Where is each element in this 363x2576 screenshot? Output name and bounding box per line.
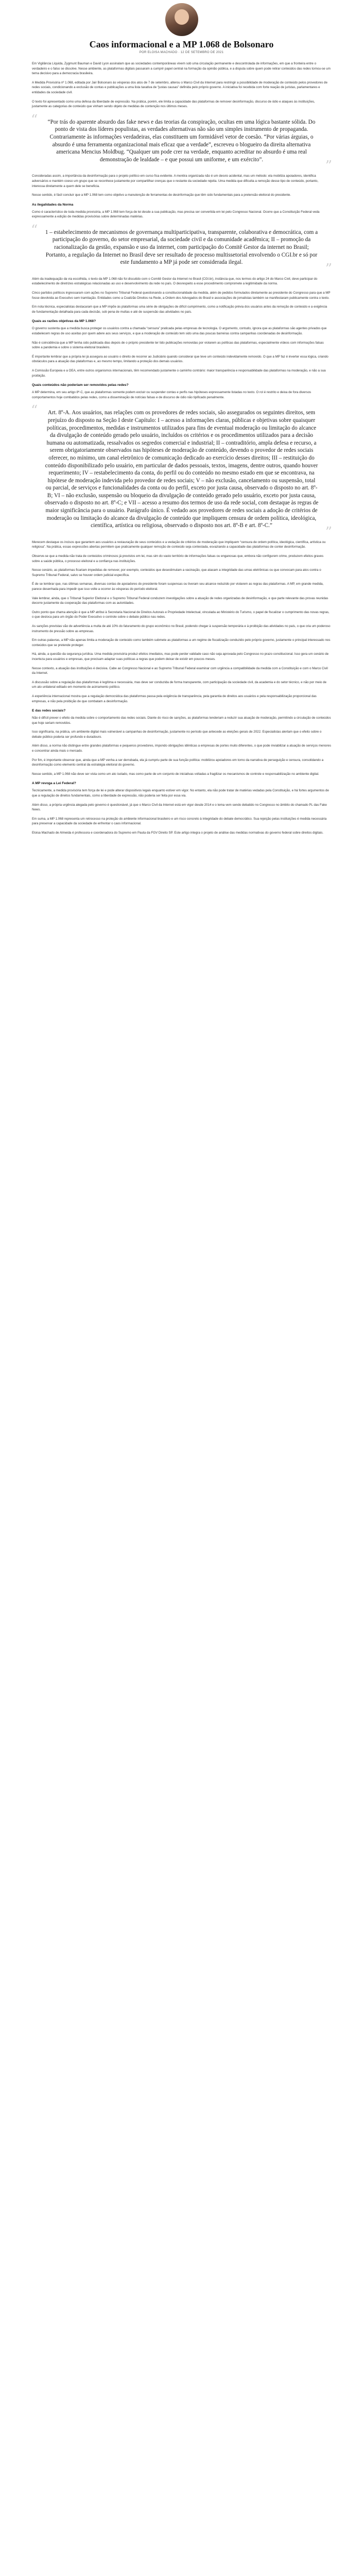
body-paragraph: A Medida Provisória nº 1.068, editada por Jair Bolsonaro às vésperas dos atos de 7 de setembro, alterou o Marco Civil da Internet para restringir a possibilidade de moderação de conteúdo pelos provedores de redes sociais, condicionando a exclusão de contas e publicações a uma lista taxativa de “justas causas” definida pelo próprio governo. A iniciativa foi recebida com forte reação de juristas, parlamentares e entidades da sociedade civil. <box>32 80 327 94</box>
article-page <box>0 0 363 836</box>
body-paragraph: Consideradas assim, a importância da desinformação para o projeto político em curso fica evidente. A mentira organizada não é um desvio acidental, mas um método: ela mobiliza apoiadores, identifica adversários e mantém coeso um grupo que se reconhece justamente por compartilhar crenças que o restante da sociedade rejeita. Uma medida que dificulta a remoção desse tipo de conteúdo, portanto, interessa diretamente a quem dele se beneficia. <box>32 174 319 188</box>
byline-author-link[interactable]: POR ELOISA MACHADO <box>139 51 178 54</box>
section-heading: As ilegalidades da Norma <box>32 202 74 207</box>
section-heading: A MP revoga a Lei Federal? <box>32 782 76 786</box>
body-paragraph: Não é coincidência que a MP tenha sido publicada dias depois de o próprio presidente ter tido publicações removidas por violarem as políticas das plataformas, especialmente vídeos com informações falsas sobre a pandemia e sobre o sistema eleitoral brasileiro. <box>32 341 324 350</box>
body-paragraph: Como é característico de toda medida provisória, a MP 1.068 tem força de lei desde a sua publicação, mas precisa ser convertida em lei pelo Congresso Nacional. Ocorre que a Constituição Federal veda expressamente a edição de medidas provisórias sobre determinadas matérias. <box>32 210 320 219</box>
byline-separator: · <box>177 51 181 54</box>
close-quote-icon: ” <box>325 158 332 174</box>
open-quote-icon: “ <box>31 403 38 419</box>
section-heading: Quais as razões objetivas da MP 1.068? <box>32 319 96 324</box>
body-paragraph: Nesse sentido, é fácil concluir que a MP 1.068 tem como objetivo a manutenção de ferramentas de desinformação que têm sido fundamentais para a pretensão eleitoral do presidente. <box>32 193 291 197</box>
close-quote-icon: ” <box>325 261 332 277</box>
section-heading: E das redes sociais? <box>32 709 66 713</box>
body-paragraph: Em suma, a MP 1.068 representa um retrocesso na proteção do ambiente informacional brasileiro e um risco concreto à integridade do debate democrático. Sua rejeição pelas instituições é medida necessária para preservar a capacidade da sociedade de enfrentar o caos informacional. <box>32 817 327 826</box>
body-paragraph: Não é difícil prever o efeito da medida sobre o comportamento das redes sociais. Diante do risco de sanções, as plataformas tenderiam a reduzir sua atuação de moderação, permitindo a circulação de conteúdos que hoje seriam removidos. <box>32 716 331 725</box>
body-paragraph: Além disso, a própria urgência alegada pelo governo é questionável, já que o Marco Civil da Internet está em vigor desde 2014 e o tema vem sendo debatido no Congresso no âmbito do chamado PL das Fake News. <box>32 803 327 812</box>
byline-date: 12 DE SETEMBRO DE 2021 <box>180 51 224 54</box>
body-paragraph: A discussão sobre a regulação das plataformas é legítima e necessária, mas deve ser conduzida de forma transparente, com participação da sociedade civil, da academia e do setor técnico, e não por meio de um ato unilateral editado em momento de acirramento político. <box>32 680 326 689</box>
body-paragraph: As sanções previstas vão de advertência a multa de até 10% do faturamento do grupo econômico no Brasil, podendo chegar à suspensão temporária e à proibição das atividades no país, o que cria um poderoso instrumento de pressão sobre as empresas. <box>32 624 331 633</box>
body-paragraph: O governo sustenta que a medida busca proteger os usuários contra a chamada “censura” praticada pelas empresas de tecnologia. O argumento, contudo, ignora que as plataformas são agentes privados que estabelecem regras de uso aceitas por quem adere aos seus serviços, e que a moderação de conteúdo tem sido uma das poucas barreiras contra campanhas coordenadas de desinformação. <box>32 327 327 335</box>
close-quote-icon: ” <box>325 524 332 540</box>
body-paragraph: Nesse contexto, a atuação das instituições é decisiva. Cabe ao Congresso Nacional e ao Supremo Tribunal Federal examinar com urgência a compatibilidade da medida com a Constituição e com o Marco Civil da Internet. <box>32 666 328 675</box>
section-heading: Quais conteúdos não poderiam ser removidos pelas redes? <box>32 383 129 387</box>
body-paragraph: Merecem destaque os incisos que garantem aos usuários a restauração de seus conteúdos e a vedação de critérios de moderação que impliquem “censura de ordem política, ideológica, científica, artística ou religiosa”. Na prática, essas expressões abertas permitem que praticamente qualquer remoção de conteúdo seja contestada, esvaziando a capacidade das plataformas de conter desinformação. <box>32 540 326 549</box>
body-paragraph: É importante lembrar que a própria lei já assegura ao usuário o direito de recorrer ao Judiciário quando considerar que teve um conteúdo indevidamente removido. O que a MP faz é inverter essa lógica, criando obstáculos para a atuação das plataformas e, ao mesmo tempo, limitando a proteção dos demais usuários. <box>32 354 329 364</box>
body-paragraph: Outro ponto que chama atenção é que a MP atribui à Secretaria Nacional de Direitos Autorais e Propriedade Intelectual, vinculada ao Ministério do Turismo, o papel de fiscalizar o cumprimento das novas regras, o que desloca para um órgão do Poder Executivo o controle sobre o debate público nas redes. <box>32 610 330 619</box>
body-paragraph: Cinco partidos políticos ingressaram com ações no Supremo Tribunal Federal questionando a constitucionalidade da medida, além de pedidos formulados diretamente ao presidente do Congresso para que a MP fosse devolvida ao Executivo sem tramitação. Entidades como a Coalizão Direitos na Rede, a Ordem dos Advogados do Brasil e associações de jornalistas também se manifestaram publicamente contra o texto. <box>32 291 331 300</box>
body-paragraph: Além da inadequação da via escolhida, o texto da MP 1.068 não foi discutido com o Comitê Gestor da Internet no Brasil (CGI.br), instância que, nos termos do artigo 24 do Marco Civil, deve participar do estabelecimento de diretrizes estratégicas relacionadas ao uso e desenvolvimento da rede no país. O desrespeito a esse procedimento compromete a legitimidade da norma. <box>32 277 318 286</box>
body-paragraph: A Comissão Europeia e a OEA, entre outros organismos internacionais, têm recomendado justamente o caminho contrário: maior transparência e responsabilidade das plataformas na moderação, e não a sua proibição. <box>32 368 326 378</box>
pull-quote <box>31 403 332 540</box>
body-paragraph: Em outras palavras, a MP não apenas limita a moderação de conteúdo como também submete as plataformas a um regime de fiscalização conduzido pelo próprio governo, justamente o principal interessado nos conteúdos que se pretende proteger. <box>32 638 331 647</box>
pull-quote-text: 1 – estabelecimento de mecanismos de governança multiparticipativa, transparente, colaborativa e democrática, com a participação do governo, do setor empresarial, da sociedade civil e da comunidade acadêmica; II – promoção da racionalização da gestão, expansão e uso da internet, com participação do Comitê Gestor da internet no Brasil; Portanto, a regulação da Internet no Brasil deve ser resultado de processo multissetorial envolvendo o CGI.br e só por este fundamento a MP já pode ser considerada ilegal. <box>45 229 318 266</box>
body-paragraph: Isso significaria, na prática, um ambiente digital mais vulnerável a campanhas de desinformação, justamente no período que antecede as eleições gerais de 2022. Especialistas alertam que o efeito sobre o debate público poderia ser profundo e duradouro. <box>32 730 322 739</box>
body-paragraph: Nesse cenário, as plataformas ficariam impedidas de remover, por exemplo, conteúdos que desestimulam a vacinação, que atacam a integridade das urnas eletrônicas ou que convocam para atos contra o Supremo Tribunal Federal, salvo se houver ordem judicial específica. <box>32 568 321 577</box>
body-paragraph: O texto foi apresentado como uma defesa da liberdade de expressão. Na prática, porém, ele limita a capacidade das plataformas de remover desinformação, discurso de ódio e ataques às instituições, justamente as categorias de conteúdo que vinham sendo objeto de medidas de contenção nos últimos meses. <box>32 99 315 109</box>
article-body <box>0 54 363 836</box>
body-paragraph: Eloisa Machado de Almeida é professora e coordenadora do Supremo em Pauta da FGV Direito SP. Este artigo integra o projeto de análise das medidas normativas do governo federal sobre direitos digitais. <box>32 831 324 835</box>
pull-quote-text: Art. 8º-A. Aos usuários, nas relações com os provedores de redes sociais, são assegurados os seguintes direitos, sem prejuízo do disposto na Seção I deste Capítulo: I – acesso a informações claras, públicas e objetivas sobre quaisquer políticas, procedimentos, medidas e instrumentos utilizados para fins de eventual moderação ou limitação do alcance da divulgação de conteúdo gerado pelo usuário, incluídos os critérios e os procedimentos utilizados para a decisão humana ou automatizada, ressalvados os segredos comercial e industrial; II – contraditório, ampla defesa e recurso, a serem obrigatoriamente observados nas hipóteses de moderação de conteúdo, devendo o provedor de redes sociais oferecer, no mínimo, um canal eletrônico de comunicação dedicado ao exercício desses direitos; III – restituição do conteúdo disponibilizado pelo usuário, em particular de dados pessoais, textos, imagens, dentre outros, quando houver requerimento; IV – restabelecimento da conta, do perfil ou do conteúdo no mesmo estado em que se encontrava, na hipótese de moderação indevida pelo provedor de redes sociais; V – não exclusão, cancelamento ou suspensão, total ou parcial, de serviços e funcionalidades da conta ou do perfil, exceto por justa causa, observado o disposto no art. 8º-B; VI – não exclusão, suspensão ou bloqueio da divulgação de conteúdo gerado pelo usuário, exceto por justa causa, observado o disposto no art. 8º-C; e VII – acesso a resumo dos termos de uso da rede social, com destaque às regras de maior significância para o usuário. Parágrafo único. É vedado aos provedores de redes sociais a adoção de critérios de moderação ou limitação do alcance da divulgação de conteúdo que impliquem censura de ordem política, ideológica, científica, artística ou religiosa, observado o disposto nos art. 8º-B e art. 8º-C.” <box>44 410 319 529</box>
body-paragraph: A MP determina, em seu artigo 8º-C, que as plataformas somente podem excluir ou suspender contas e perfis nas hipóteses expressamente listadas no texto. O rol é restrito e deixa de fora diversos comportamentos hoje combatidos pelas redes, como a disseminação de notícias falsas e de discurso de ódio não tipificado penalmente. <box>32 391 312 399</box>
body-paragraph: Por fim, é importante observar que, ainda que a MP venha a ser derrubada, ela já cumpriu parte de sua função política: mobilizou apoiadores em torno da narrativa de perseguição e censura, consolidando a desinformação como elemento central da estratégia eleitoral do governo. <box>32 758 324 767</box>
open-quote-icon: “ <box>31 222 38 238</box>
open-quote-icon: “ <box>31 112 38 128</box>
pull-quote <box>31 222 332 277</box>
body-paragraph: Em Vigilância Líquida, Zygmunt Bauman e David Lyon assinalam que as sociedades contemporâneas vivem sob uma circulação permanente e descontrolada de informações, em que a fronteira entre o verdadeiro e o falso se dissolve. Nesse ambiente, as plataformas digitais passaram a cumprir papel central na formação da opinião pública, e a disputa sobre quem pode retirar conteúdos das redes tornou-se um tema decisivo para a democracia brasileira. <box>32 62 331 76</box>
article-header <box>0 0 363 54</box>
body-paragraph: Há, ainda, a questão da segurança jurídica. Uma medida provisória produz efeitos imediatos, mas pode perder validade caso não seja aprovada pelo Congresso no prazo constitucional. Isso gera um cenário de incerteza para usuários e empresas, que precisam adaptar suas políticas a regras que podem deixar de existir em poucos meses. <box>32 652 329 661</box>
body-paragraph: É de se lembrar que, nas últimas semanas, diversas contas de apoiadores do presidente foram suspensas ou tiveram seu alcance reduzido por violarem as regras das plataformas. A MP, em grande medida, parece desenhada para impedir que isso volte a ocorrer às vésperas do período eleitoral. <box>32 582 324 591</box>
body-paragraph: Tecnicamente, a medida provisória tem força de lei e pode alterar dispositivos legais enquanto estiver em vigor. No entanto, ela não pode tratar de matérias vedadas pela Constituição, e há fortes argumentos de que a regulação de direitos fundamentais, como a liberdade de expressão, não poderia ser feita por essa via. <box>32 789 329 798</box>
body-paragraph: Vale lembrar, ainda, que o Tribunal Superior Eleitoral e o Supremo Tribunal Federal conduzem investigações sobre a atuação de redes organizadas de desinformação, e que parte relevante das provas reunidas decorre justamente da cooperação das plataformas com as autoridades. <box>32 596 329 605</box>
pull-quote-text: “Por trás do aparente absurdo das fake news e das teorias da conspiração, ocultas em uma lógica bastante sólida. Do ponto de vista dos líderes populistas, as verdades alternativas não são um simples instrumento de propaganda. Contrariamente às informações verdadeiras, elas constituem um formidável vetor de coesão. “Por várias árguias, o absurdo é uma ferramenta organizacional mais eficaz que a verdade”, escreveu o blogueiro da direita alternativa americana Mencius Moldbug. “Qualquer um pode crer na verdade, enquanto acreditar no absurdo é uma real demonstração de lealdade – e que possui um uniforme, e um exército”. <box>47 118 316 163</box>
body-paragraph: Nesse sentido, a MP 1.068 não deve ser vista como um ato isolado, mas como parte de um conjunto de iniciativas voltadas a fragilizar os mecanismos de controle e responsabilização no ambiente digital. <box>32 772 319 776</box>
author-avatar <box>165 3 198 36</box>
body-paragraph: Em nota técnica, especialistas destacaram que a MP impõe às plataformas uma série de obrigações de difícil cumprimento, como a notificação prévia dos usuários antes da remoção de conteúdo e a exigência de fundamentação detalhada para cada decisão, sob pena de multas e até de suspensão das atividades no país. <box>32 305 327 314</box>
pull-quote <box>31 112 332 174</box>
body-paragraph: Observe-se que a medida não trata de conteúdos criminosos já previstos em lei, mas sim do vasto território de informações falsas ou enganosas que, embora não configurem crime, produzem efeitos graves sobre a saúde pública, o processo eleitoral e a confiança nas instituições. <box>32 554 324 563</box>
body-paragraph: A experiência internacional mostra que a regulação democrática das plataformas passa pela exigência de transparência, pela garantia de direitos aos usuários e pela responsabilização proporcional das empresas, e não pela proibição de que combatam a desinformação. <box>32 694 317 703</box>
body-paragraph: Além disso, a norma não distingue entre grandes plataformas e pequenos provedores, impondo obrigações idênticas a empresas de portes muito diferentes, o que pode inviabilizar a atuação de serviços menores e concentrar ainda mais o mercado. <box>32 744 331 753</box>
article-title: Caos informacional e a MP 1.068 de Bolsonaro <box>89 39 274 49</box>
